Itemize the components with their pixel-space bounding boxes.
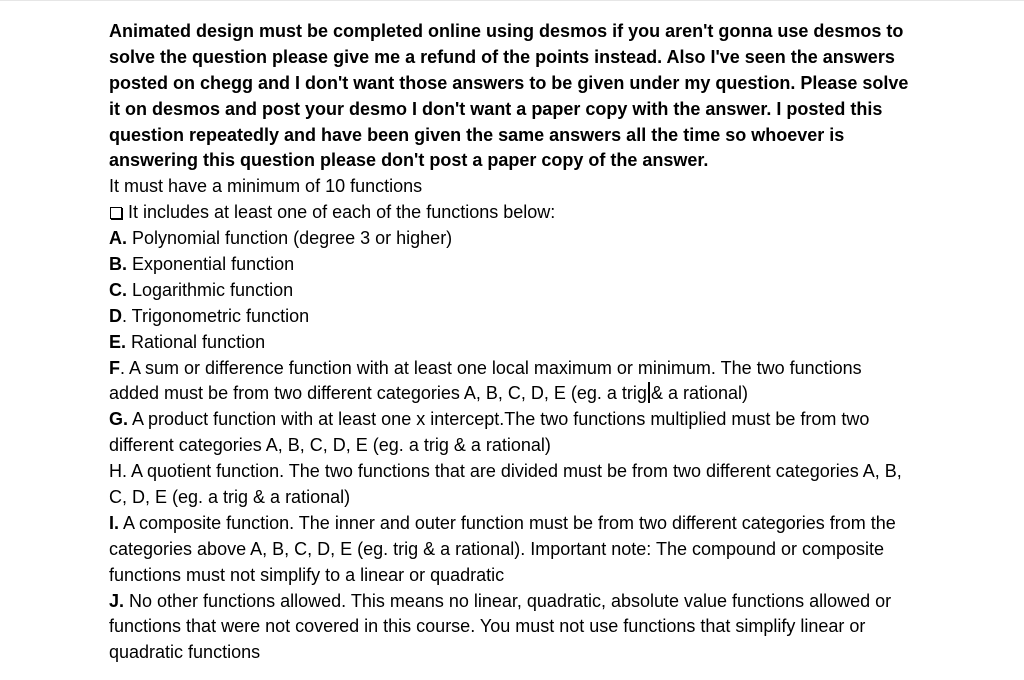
item-a-text: Polynomial function (degree 3 or higher) (127, 228, 453, 249)
item-f-text-2b: & a rational) (650, 383, 748, 404)
top-divider (0, 0, 1024, 1)
checklist-text: It includes at least one of each of the functions below: (128, 202, 556, 223)
item-a-letter: A. (109, 228, 127, 249)
intro-line-4: it on desmos and post your desmo I don't want a paper copy with the answer. I posted this (109, 98, 883, 119)
item-g-line-1 (109, 407, 989, 433)
item-i-text-1: A composite function. The inner and outer function must be from two different categories from the (119, 512, 896, 533)
item-f-text-1: . A sum or difference function with at least one local maximum or minimum. The two functions (120, 357, 862, 378)
document-body (109, 19, 989, 666)
item-g-letter: G. (109, 409, 129, 430)
item-j-letter: J. (109, 590, 125, 611)
minimum-requirement: It must have a minimum of 10 functions (109, 176, 423, 197)
item-e-letter: E. (109, 331, 127, 352)
item-f-line-1 (109, 356, 989, 382)
checkbox-icon (110, 207, 122, 219)
item-c-text: Logarithmic function (127, 279, 294, 300)
item-f-letter: F (109, 357, 120, 378)
item-i-letter: I. (109, 512, 120, 533)
item-d-text: . Trigonometric function (122, 305, 310, 326)
intro-line-3: posted on chegg and I don't want those answers to be given under my question. Please solve (109, 72, 909, 93)
checklist-line (109, 200, 989, 226)
item-b-text: Exponential function (127, 254, 295, 275)
item-g-line-2: different categories A, B, C, D, E (eg. a trig & a rational) (109, 435, 551, 456)
item-d-letter: D (109, 305, 122, 326)
item-b (109, 252, 989, 278)
item-i-line-2: categories above A, B, C, D, E (eg. trig & a rational). Important note: The compound or composite (109, 538, 885, 559)
item-i-line-3: functions must not simplify to a linear or quadratic (109, 564, 505, 585)
intro-line-6: answering this question please don't post a paper copy of the answer. (109, 150, 709, 171)
item-e (109, 330, 989, 356)
item-c-letter: C. (109, 279, 127, 300)
item-f-text-2a: added must be from two different categories A, B, C, D, E (eg. a trig (109, 383, 647, 404)
item-h-line-2: C, D, E (eg. a trig & a rational) (109, 487, 351, 508)
intro-line-1: Animated design must be completed online using desmos if you aren't gonna use desmos to (109, 21, 904, 41)
item-j-line-2: functions that were not covered in this course. You must not use functions that simplify linear or (109, 616, 866, 637)
item-d (109, 304, 989, 330)
item-j-text-1: No other functions allowed. This means no linear, quadratic, absolute value functions allowed or (124, 590, 892, 611)
item-h-line-1: H. A quotient function. The two functions that are divided must be from two different categories A, B, (109, 461, 902, 482)
text-cursor (648, 382, 650, 403)
item-j-line-1 (109, 589, 989, 615)
item-i-line-1 (109, 511, 989, 537)
item-a (109, 226, 989, 252)
item-b-letter: B. (109, 254, 127, 275)
item-e-text: Rational function (126, 331, 266, 352)
item-g-text-1: A product function with at least one x intercept.The two functions multiplied must be from two (128, 409, 870, 430)
item-f-line-2 (109, 381, 989, 407)
item-j-line-3: quadratic functions (109, 642, 261, 663)
intro-line-5: question repeatedly and have been given the same answers all the time so whoever is (109, 124, 845, 145)
item-c (109, 278, 989, 304)
intro-line-2: solve the question please give me a refund of the points instead. Also I've seen the answers (109, 46, 895, 67)
